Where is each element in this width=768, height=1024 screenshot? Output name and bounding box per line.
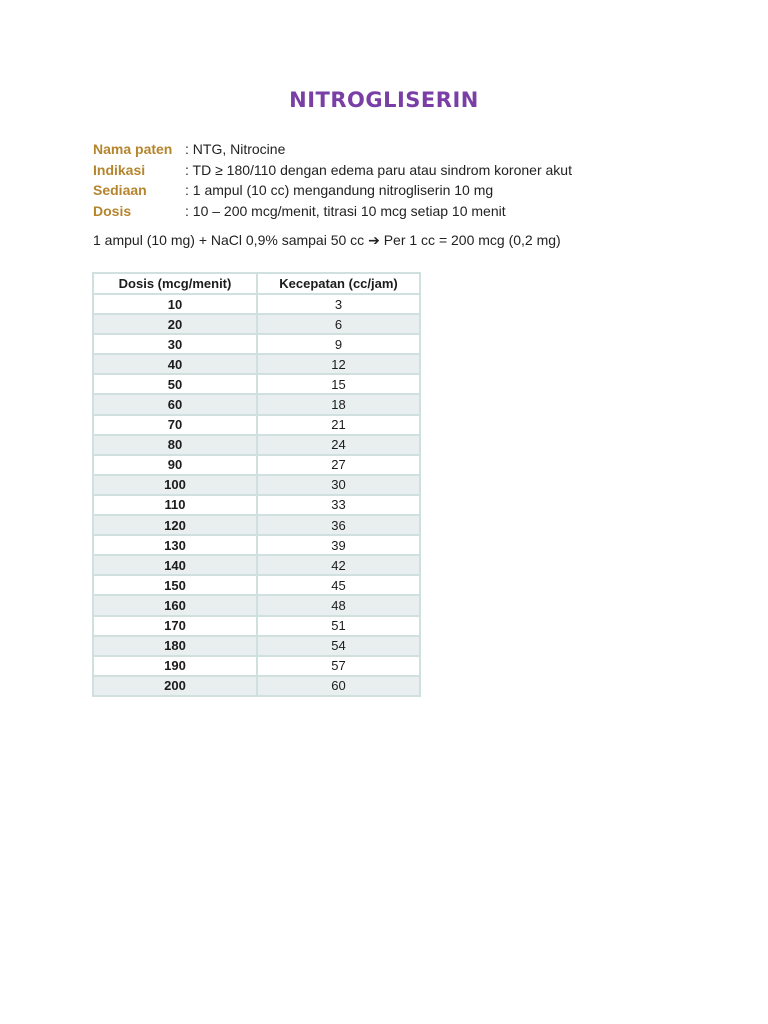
rate-cell: 6 xyxy=(257,314,420,334)
info-label: Sediaan xyxy=(93,182,147,198)
dose-cell: 130 xyxy=(93,535,257,555)
dose-cell: 40 xyxy=(93,354,257,374)
rate-cell: 27 xyxy=(257,455,420,475)
table-row xyxy=(93,455,420,475)
header-kecepatan: Kecepatan (cc/jam) xyxy=(257,273,420,294)
dose-cell: 190 xyxy=(93,656,257,676)
rate-cell: 54 xyxy=(257,636,420,656)
table-row xyxy=(93,294,420,314)
info-value: : TD ≥ 180/110 dengan edema paru atau sindrom koroner akut xyxy=(185,161,572,178)
info-value: : NTG, Nitrocine xyxy=(185,141,286,157)
table-row xyxy=(93,394,420,414)
rate-cell: 60 xyxy=(257,676,420,696)
dilution-formula xyxy=(93,230,561,250)
dose-cell: 160 xyxy=(93,595,257,615)
rate-cell: 42 xyxy=(257,555,420,575)
dose-cell: 90 xyxy=(93,455,257,475)
rate-cell: 9 xyxy=(257,334,420,354)
rate-cell: 33 xyxy=(257,495,420,515)
table-row xyxy=(93,656,420,676)
table-row xyxy=(93,334,420,354)
table-row xyxy=(93,555,420,575)
table-row xyxy=(93,616,420,636)
table-row xyxy=(93,314,420,334)
dose-cell: 140 xyxy=(93,555,257,575)
dose-cell: 200 xyxy=(93,676,257,696)
dose-cell: 80 xyxy=(93,435,257,455)
rate-cell: 18 xyxy=(257,394,420,414)
table-row xyxy=(93,435,420,455)
rate-cell: 15 xyxy=(257,374,420,394)
table-body xyxy=(93,294,420,696)
rate-cell: 51 xyxy=(257,616,420,636)
dose-cell: 150 xyxy=(93,575,257,595)
info-label: Nama paten xyxy=(93,141,173,157)
table-row xyxy=(93,515,420,535)
rate-cell: 12 xyxy=(257,354,420,374)
info-value: : 10 – 200 mcg/menit, titrasi 10 mcg setiap 10 menit xyxy=(185,202,506,219)
info-row-dosis xyxy=(93,201,713,222)
dose-cell: 70 xyxy=(93,415,257,435)
rate-cell: 36 xyxy=(257,515,420,535)
table-row xyxy=(93,535,420,555)
table-header-row xyxy=(93,273,420,294)
rate-cell: 57 xyxy=(257,656,420,676)
table-row xyxy=(93,575,420,595)
arrow-icon: ➔ xyxy=(368,232,380,248)
drug-info xyxy=(93,139,713,221)
dose-cell: 110 xyxy=(93,495,257,515)
table-row xyxy=(93,595,420,615)
dose-cell: 20 xyxy=(93,314,257,334)
dose-rate-table xyxy=(92,272,421,697)
rate-cell: 21 xyxy=(257,415,420,435)
info-label: Dosis xyxy=(93,202,132,219)
page-title: NITROGLISERIN xyxy=(289,88,479,112)
table-row xyxy=(93,374,420,394)
table-row xyxy=(93,415,420,435)
dose-cell: 60 xyxy=(93,394,257,414)
info-row-indikasi xyxy=(93,160,713,181)
dose-cell: 30 xyxy=(93,334,257,354)
dose-cell: 10 xyxy=(93,294,257,314)
dose-cell: 120 xyxy=(93,515,257,535)
formula-right: Per 1 cc = 200 mcg (0,2 mg) xyxy=(383,232,561,248)
info-row-sediaan xyxy=(93,180,713,201)
rate-cell: 24 xyxy=(257,435,420,455)
rate-cell: 39 xyxy=(257,535,420,555)
table-row xyxy=(93,495,420,515)
header-dosis: Dosis (mcg/menit) xyxy=(93,273,257,294)
rate-cell: 30 xyxy=(257,475,420,495)
dose-cell: 170 xyxy=(93,616,257,636)
rate-cell: 45 xyxy=(257,575,420,595)
info-row-nama-paten xyxy=(93,139,713,160)
dose-cell: 100 xyxy=(93,475,257,495)
rate-cell: 48 xyxy=(257,595,420,615)
table-row xyxy=(93,676,420,696)
table-row xyxy=(93,636,420,656)
dose-cell: 180 xyxy=(93,636,257,656)
info-label: Indikasi xyxy=(93,161,146,178)
dose-cell: 50 xyxy=(93,374,257,394)
formula-left: 1 ampul (10 mg) + NaCl 0,9% sampai 50 cc xyxy=(93,232,365,248)
rate-cell: 3 xyxy=(257,294,420,314)
table-row xyxy=(93,475,420,495)
info-value: : 1 ampul (10 cc) mengandung nitrogliserin 10 mg xyxy=(185,182,494,198)
table-row xyxy=(93,354,420,374)
